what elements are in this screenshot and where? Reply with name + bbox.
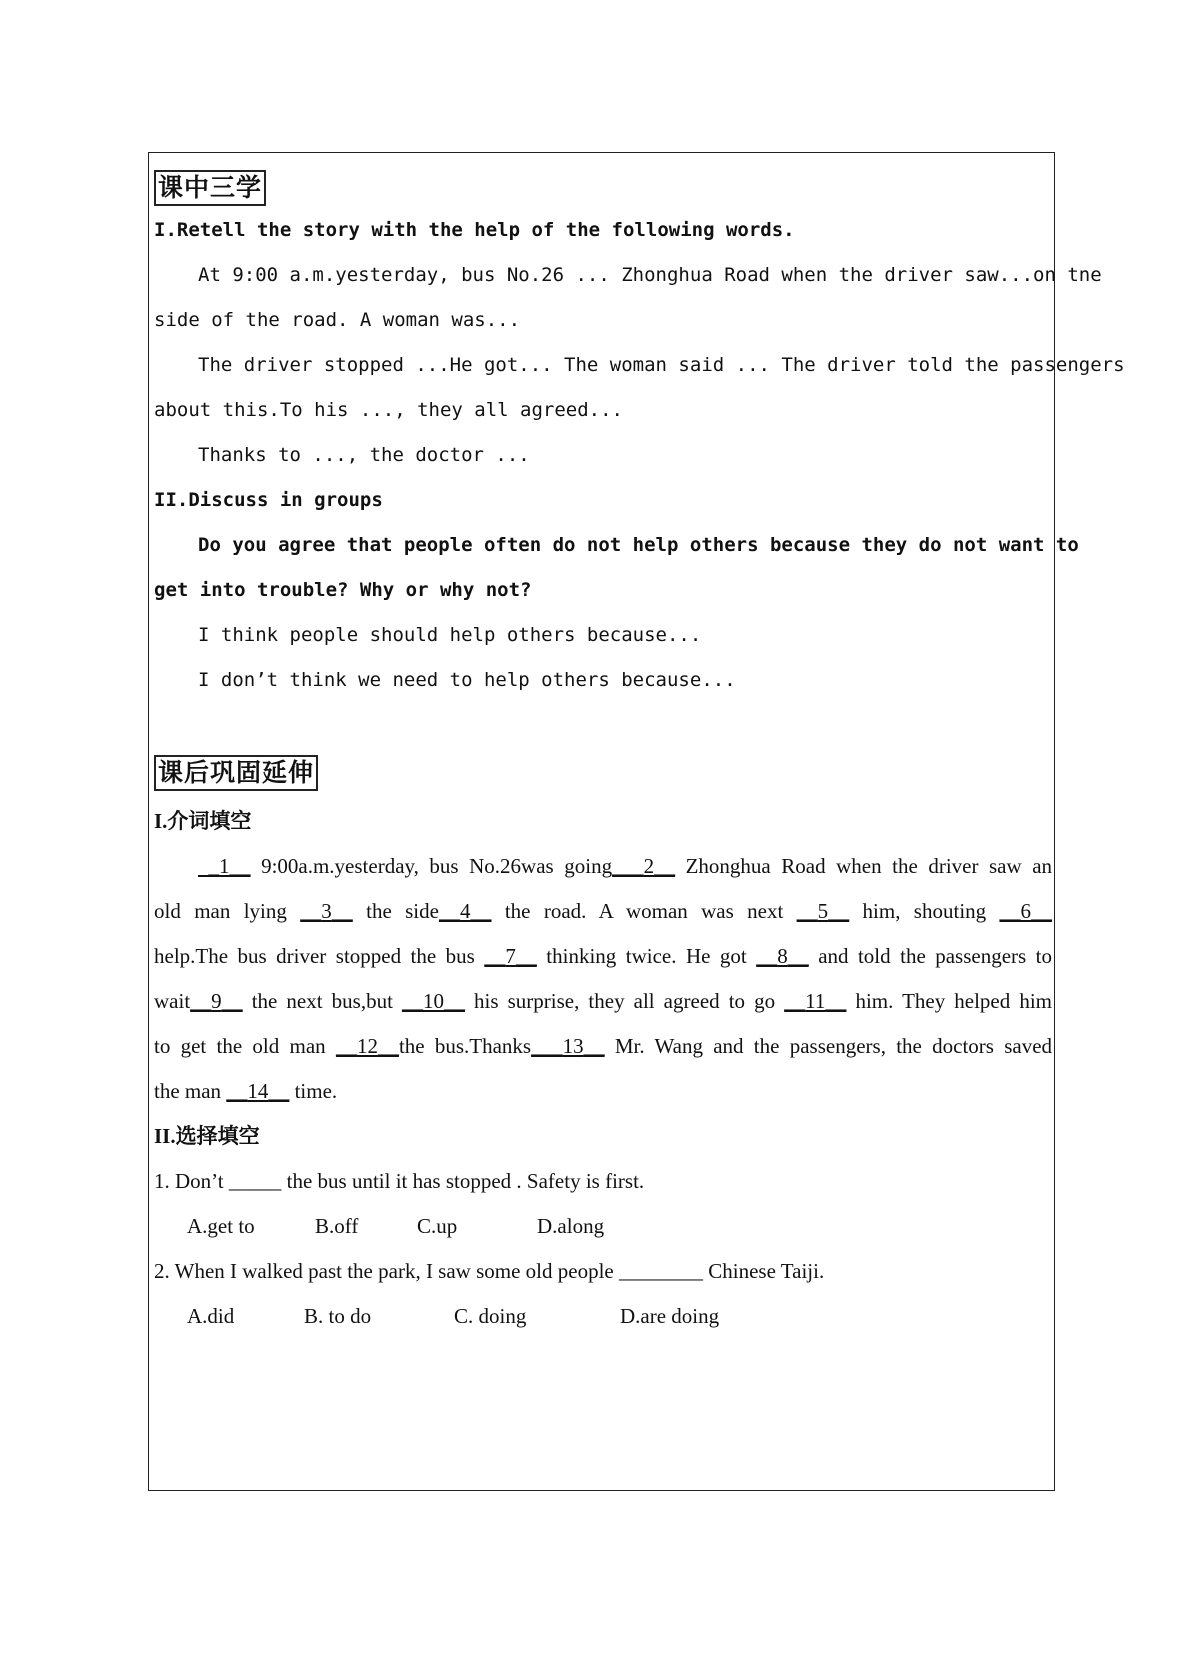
question-1-options bbox=[154, 1204, 1052, 1249]
question-1: 1. Don’t _____ the bus until it has stopped . Safety is first. bbox=[154, 1169, 645, 1193]
retell-paragraph2-line2: about this.To his ..., they all agreed... bbox=[154, 399, 623, 421]
retell-paragraph1-line1: At 9:00 a.m.yesterday, bus No.26 ... Zhonghua Road when the driver saw...on tne bbox=[198, 264, 1102, 286]
cloze-line-1 bbox=[154, 844, 1052, 889]
cloze-text: his surprise, they all agreed to go bbox=[474, 989, 776, 1013]
blank-2[interactable]: ___2__ bbox=[612, 854, 676, 878]
option-b[interactable]: B. to do bbox=[304, 1304, 372, 1328]
blank-14[interactable]: __14__ bbox=[226, 1079, 290, 1103]
cloze-text: to get the old man bbox=[154, 1034, 326, 1058]
question-2-options bbox=[154, 1294, 1052, 1339]
blank-3[interactable]: __3__ bbox=[300, 899, 353, 923]
worksheet-content bbox=[154, 170, 1125, 1339]
blank-4[interactable]: __4__ bbox=[438, 899, 492, 923]
blank-12[interactable]: __12__ bbox=[335, 1034, 399, 1058]
cloze-line-3 bbox=[154, 934, 1052, 979]
blank-1[interactable]: _1__ bbox=[198, 854, 251, 878]
blank-5[interactable]: __5__ bbox=[796, 899, 850, 923]
option-a[interactable]: A.did bbox=[187, 1304, 235, 1328]
option-d[interactable]: D.are doing bbox=[620, 1304, 720, 1328]
discussion-question-line1: Do you agree that people often do not help others because they do not want to bbox=[198, 534, 1079, 556]
cloze-text: Mr. Wang and the passengers, the doctors saved bbox=[614, 1034, 1053, 1058]
cloze-text: the road. A woman was next bbox=[504, 899, 784, 923]
sentence-starter-1: I think people should help others because... bbox=[198, 624, 702, 646]
blank-9[interactable]: __9__ bbox=[190, 989, 243, 1013]
cloze-text: help.The bus driver stopped the bus bbox=[154, 944, 475, 968]
cloze-text: and told the passengers to bbox=[818, 944, 1053, 968]
part2-title: II.Discuss in groups bbox=[154, 489, 383, 511]
retell-paragraph3-line1: Thanks to ..., the doctor ... bbox=[198, 444, 530, 466]
option-c[interactable]: C.up bbox=[417, 1214, 458, 1238]
blank-13[interactable]: ___13__ bbox=[531, 1034, 605, 1058]
cloze-line-6 bbox=[154, 1069, 1052, 1114]
section2-heading: 课后巩固延伸 bbox=[154, 755, 318, 791]
cloze-text: him. They helped him bbox=[855, 989, 1052, 1013]
cloze-text: wait bbox=[154, 989, 191, 1013]
cloze-text: the man bbox=[154, 1079, 222, 1103]
retell-paragraph2-line1: The driver stopped ...He got... The woman said ... The driver told the passengers bbox=[198, 354, 1125, 376]
blank-11[interactable]: __11__ bbox=[784, 989, 847, 1013]
question-2: 2. When I walked past the park, I saw some old people ________ Chinese Taiji. bbox=[154, 1259, 825, 1283]
cloze-line-5 bbox=[154, 1024, 1052, 1069]
preposition-title: I.介词填空 bbox=[154, 809, 252, 833]
cloze-text: 9:00a.m.yesterday, bus No.26was going bbox=[261, 854, 613, 878]
cloze-text: the next bus,but bbox=[251, 989, 393, 1013]
cloze-line-2 bbox=[154, 889, 1052, 934]
cloze-text: Zhonghua Road when the driver saw an bbox=[685, 854, 1053, 878]
cloze-text: the bus.Thanks bbox=[398, 1034, 532, 1058]
blank-6[interactable]: __6__ bbox=[999, 899, 1053, 923]
section1-heading: 课中三学 bbox=[154, 170, 266, 206]
blank-8[interactable]: __8__ bbox=[756, 944, 809, 968]
option-a[interactable]: A.get to bbox=[187, 1214, 255, 1238]
option-d[interactable]: D.along bbox=[537, 1214, 605, 1238]
blank-10[interactable]: __10__ bbox=[401, 989, 465, 1013]
discussion-question-line2: get into trouble? Why or why not? bbox=[154, 579, 532, 601]
content-frame bbox=[148, 152, 1125, 1491]
option-b[interactable]: B.off bbox=[315, 1214, 359, 1238]
part1-title: I.Retell the story with the help of the following words. bbox=[154, 219, 795, 241]
retell-paragraph1-line2: side of the road. A woman was... bbox=[154, 309, 521, 331]
spacer bbox=[154, 703, 1052, 755]
cloze-text: thinking twice. He got bbox=[546, 944, 747, 968]
option-c[interactable]: C. doing bbox=[454, 1304, 527, 1328]
cloze-text: the side bbox=[366, 899, 439, 923]
cloze-text: old man lying bbox=[154, 899, 287, 923]
cloze-text: time. bbox=[294, 1079, 338, 1103]
section2-heading-row bbox=[154, 755, 1052, 793]
multiple-choice-title: II.选择填空 bbox=[154, 1124, 260, 1148]
cloze-line-4 bbox=[154, 979, 1052, 1024]
sentence-starter-2: I don’t think we need to help others because... bbox=[198, 669, 736, 691]
section1-heading-row bbox=[154, 170, 1052, 208]
blank-7[interactable]: __7__ bbox=[484, 944, 537, 968]
cloze-text: him, shouting bbox=[862, 899, 987, 923]
